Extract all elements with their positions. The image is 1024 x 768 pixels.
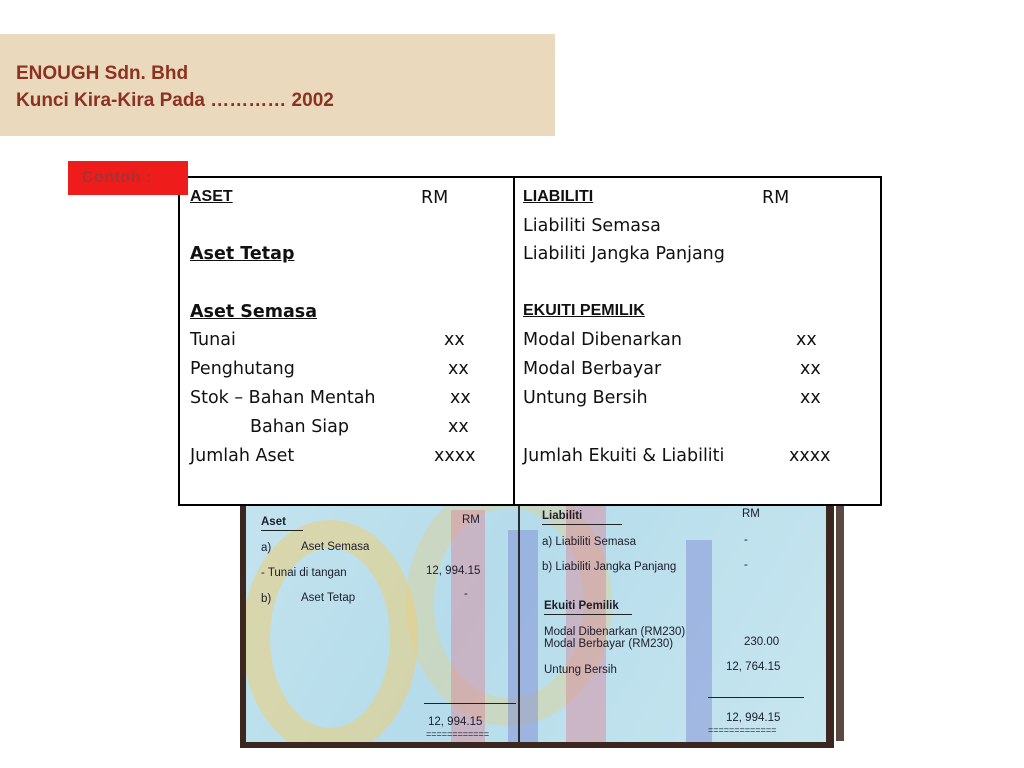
scan-fixed-assets-value: - — [464, 588, 468, 600]
title-banner — [0, 34, 555, 136]
scan-cash-label: - Tunai di tangan — [261, 567, 347, 579]
asset-row-value: xx — [448, 417, 469, 437]
asset-row-value: xx — [444, 330, 465, 350]
scan-total-rule — [708, 697, 804, 698]
scan-paid-up-capital: Modal Berbayar (RM230) — [544, 638, 674, 650]
watermark-bar — [686, 540, 712, 742]
scan-liabilities-heading: Liabiliti — [542, 510, 583, 522]
company-name: ENOUGH Sdn. Bhd — [16, 63, 189, 84]
scan-assets-currency: RM — [462, 514, 480, 526]
assets-currency: RM — [421, 188, 449, 208]
scan-authorized-capital: Modal Dibenarkan (RM230) — [544, 626, 686, 638]
scan-liabilities-currency: RM — [742, 508, 760, 520]
scan-item-letter: b) — [261, 593, 272, 605]
liabilities-currency: RM — [762, 188, 790, 208]
watermark-ring — [246, 520, 418, 742]
owner-equity-heading: EKUITI PEMILIK — [523, 302, 645, 319]
equity-row-value: xx — [796, 330, 817, 350]
scan-column-divider — [518, 500, 520, 742]
scan-total-liabilities: 12, 994.15 — [726, 712, 781, 724]
scan-heading-underline — [544, 614, 632, 615]
liabilities-heading: LIABILITI — [523, 188, 594, 205]
scan-double-rule: ============ — [426, 729, 490, 739]
watermark-bar — [451, 510, 485, 742]
balance-sheet-template — [178, 176, 882, 506]
scan-paid-up-value: 230.00 — [744, 636, 780, 648]
current-liabilities-label: Liabiliti Semasa — [523, 216, 661, 236]
balance-sheet-title: Kunci Kira-Kira Pada ………… 2002 — [16, 90, 334, 111]
scan-net-profit: Untung Bersih — [544, 664, 617, 676]
asset-row-label: Tunai — [190, 330, 236, 350]
equity-row-value: xx — [800, 359, 821, 379]
total-assets-value: xxxx — [434, 446, 476, 466]
equity-row-label: Modal Dibenarkan — [523, 330, 682, 350]
scan-total-rule — [424, 703, 516, 704]
scan-heading-underline — [261, 530, 303, 531]
scanned-balance-sheet — [240, 500, 834, 748]
scan-double-rule: ============= — [708, 725, 777, 735]
scan-heading-underline — [542, 524, 622, 525]
scan-cash-value: 12, 994.15 — [426, 565, 481, 577]
example-tag — [68, 161, 188, 195]
asset-row-label: Penghutang — [190, 359, 295, 379]
total-equity-liabilities-label: Jumlah Ekuiti & Liabiliti — [523, 446, 725, 466]
fixed-assets-heading: Aset Tetap — [190, 244, 295, 264]
scan-equity-heading: Ekuiti Pemilik — [544, 600, 619, 612]
long-term-liabilities-label: Liabiliti Jangka Panjang — [523, 244, 725, 264]
asset-row-label: Bahan Siap — [250, 417, 350, 437]
asset-row-label: Stok – Bahan Mentah — [190, 388, 376, 408]
watermark-bar — [508, 530, 538, 742]
scan-paper — [246, 500, 826, 742]
scan-total-assets: 12, 994.15 — [428, 716, 483, 728]
scan-current-liabilities: a) Liabiliti Semasa — [542, 536, 636, 548]
assets-heading: ASET — [190, 188, 233, 205]
current-assets-heading: Aset Semasa — [190, 302, 318, 322]
scan-item-letter: a) — [261, 542, 272, 554]
equity-row-value: xx — [800, 388, 821, 408]
scan-fixed-assets: Aset Tetap — [301, 592, 356, 604]
scan-assets-heading: Aset — [261, 516, 286, 528]
column-divider — [513, 178, 515, 504]
scan-shadow-edge — [836, 505, 844, 741]
scan-long-term-value: - — [744, 559, 748, 571]
scan-current-assets: Aset Semasa — [301, 541, 370, 553]
equity-row-label: Modal Berbayar — [523, 359, 662, 379]
scan-current-liabilities-value: - — [744, 534, 748, 546]
equity-row-label: Untung Bersih — [523, 388, 648, 408]
scan-net-profit-value: 12, 764.15 — [726, 661, 781, 673]
asset-row-value: xx — [448, 359, 469, 379]
total-assets-label: Jumlah Aset — [190, 446, 295, 466]
total-equity-liabilities-value: xxxx — [789, 446, 831, 466]
example-tag-label: Contoh : — [82, 169, 152, 186]
asset-row-value: xx — [450, 388, 471, 408]
scan-long-term-liabilities: b) Liabiliti Jangka Panjang — [542, 561, 677, 573]
